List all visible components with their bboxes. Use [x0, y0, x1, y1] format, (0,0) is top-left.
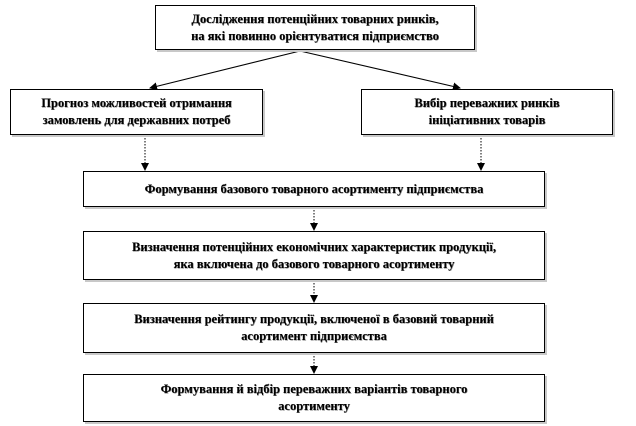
box-choice-line2: ініціативних товарів — [428, 113, 546, 127]
box-choice — [361, 89, 613, 135]
arrow-research-to-choice — [300, 51, 460, 88]
box-research-line1: Дослідження потенційних товарних ринків, — [191, 11, 439, 26]
box-characteristics-line1: Визначення потенційних економічних характеристик продукції, — [132, 239, 496, 254]
box-rating-line2: асортимент підприємства — [241, 329, 387, 343]
box-characteristics-line2: яка включена до базового товарного асортименту — [173, 256, 455, 271]
box-research-line2: на які повинно орієнтуватися підприємство — [191, 28, 439, 43]
box-choice-line1: Вибір переважних ринків — [414, 96, 560, 110]
arrow-research-to-forecast — [150, 51, 300, 88]
box-characteristics — [83, 231, 545, 280]
box-rating-line1: Визначення рейтингу продукції, включеної в базовий товарний — [134, 312, 494, 326]
box-base-assortment — [83, 171, 545, 207]
box-forecast — [10, 89, 263, 135]
box-selection — [83, 374, 545, 422]
box-forecast-line2: замовлень для державних потреб — [42, 113, 231, 127]
box-forecast-line1: Прогноз можливостей отримання — [41, 96, 232, 110]
box-selection-line1: Формування й відбір переважних варіантів товарного — [160, 382, 468, 396]
box-base-assortment-line1: Формування базового товарного асортименту підприємства — [144, 181, 484, 196]
box-research — [155, 5, 475, 50]
box-selection-line2: асортименту — [278, 399, 350, 413]
box-rating — [83, 303, 545, 353]
